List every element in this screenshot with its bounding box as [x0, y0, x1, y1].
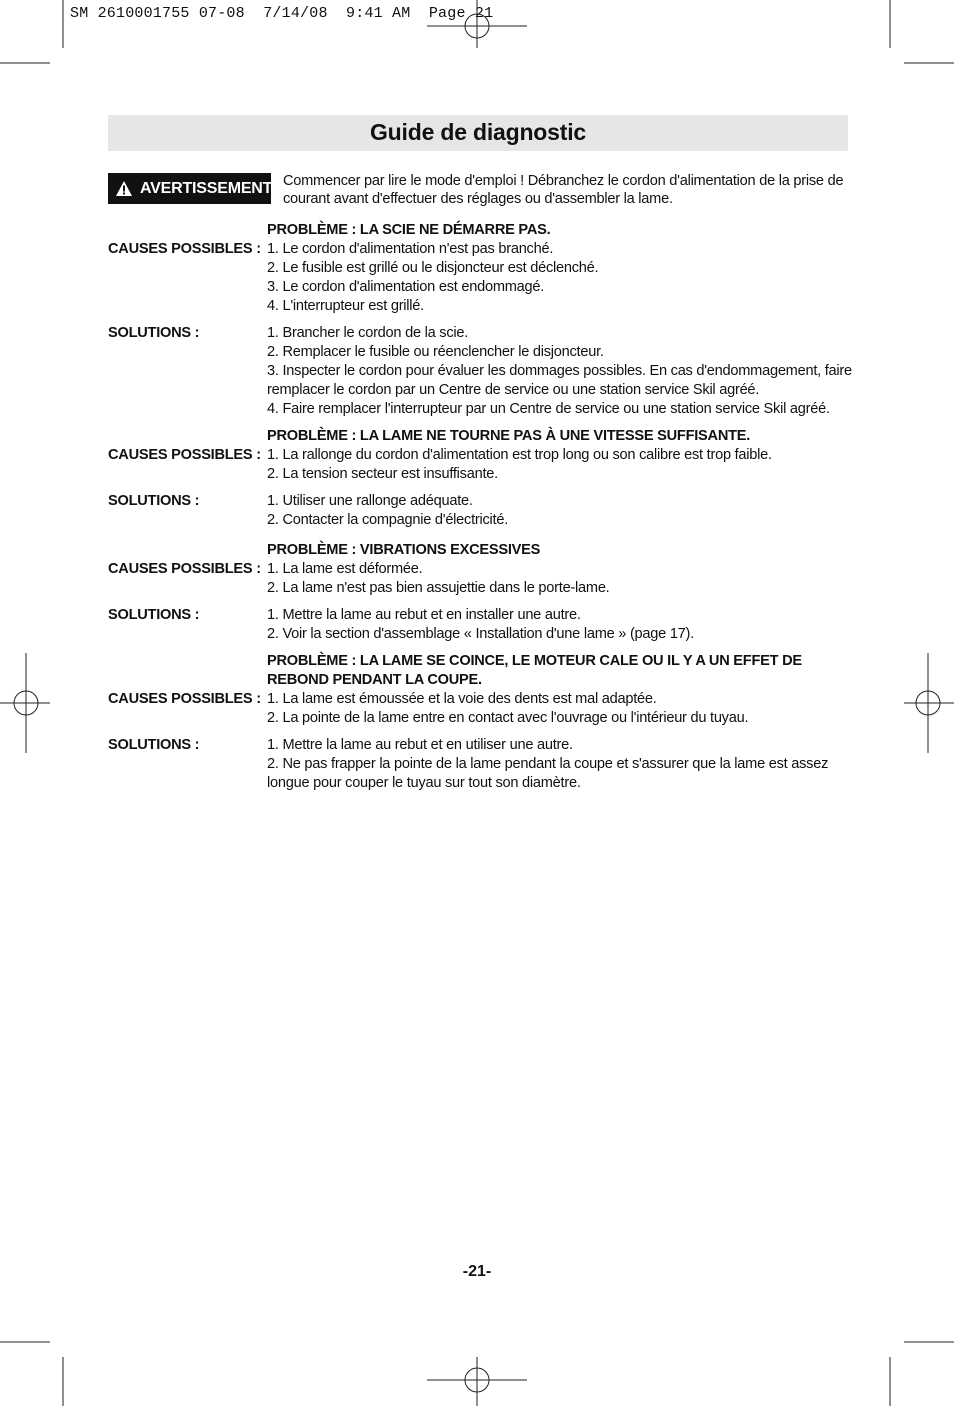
- list-item: 1. Mettre la lame au rebut et en installer une autre.: [267, 607, 581, 623]
- list-item: 3. Inspecter le cordon pour évaluer les dommages possibles. En cas d'endommagement, faire remplacer le cordon par un Centre de service ou une station service Skil agréé.: [267, 363, 852, 398]
- problem-block: [108, 541, 854, 644]
- solutions-list: [267, 492, 854, 530]
- page-title: Guide de diagnostic: [369, 119, 586, 145]
- causes-list: [267, 690, 854, 728]
- print-job-header: SM 2610001755 07-08 7/14/08 9:41 AM Page 21: [70, 5, 494, 22]
- list-item: 2. La tension secteur est insuffisante.: [267, 466, 498, 482]
- warning-badge: [108, 173, 271, 204]
- causes-list: [267, 560, 854, 598]
- list-item: 1. La lame est émoussée et la voie des dents est mal adaptée.: [267, 691, 657, 707]
- causes-label: CAUSES POSSIBLES :: [108, 241, 261, 257]
- solutions-row: [108, 606, 854, 644]
- solutions-label: SOLUTIONS :: [108, 325, 200, 341]
- causes-row: [108, 560, 854, 598]
- problem-block: [108, 221, 854, 419]
- registration-mark-top: [427, 0, 527, 48]
- list-item: 2. Contacter la compagnie d'électricité.: [267, 512, 509, 528]
- list-item: 1. Mettre la lame au rebut et en utiliser une autre.: [267, 737, 573, 753]
- solutions-label: SOLUTIONS :: [108, 607, 200, 623]
- list-item: 2. Voir la section d'assemblage « Installation d'une lame » (page 17).: [267, 626, 694, 642]
- list-item: 2. Remplacer le fusible ou réenclencher le disjoncteur.: [267, 344, 604, 360]
- solutions-list: [267, 736, 854, 793]
- warning-label: AVERTISSEMENT: [140, 179, 273, 197]
- solutions-label: SOLUTIONS :: [108, 493, 200, 509]
- list-item: 2. Le fusible est grillé ou le disjoncteur est déclenché.: [267, 260, 599, 276]
- solutions-row: [108, 736, 854, 793]
- list-item: 1. Le cordon d'alimentation n'est pas branché.: [267, 241, 554, 257]
- problem-title: PROBLÈME : LA LAME SE COINCE, LE MOTEUR CALE OU IL Y A UN EFFET DE REBOND PENDANT LA COUPE.: [267, 653, 802, 688]
- solutions-list: [267, 606, 854, 644]
- problem-title: PROBLÈME : LA SCIE NE DÉMARRE PAS.: [267, 222, 551, 238]
- causes-label: CAUSES POSSIBLES :: [108, 561, 261, 577]
- list-item: 1. Utiliser une rallonge adéquate.: [267, 493, 473, 509]
- list-item: 1. La rallonge du cordon d'alimentation est trop long ou son calibre est trop faible.: [267, 447, 772, 463]
- causes-row: [108, 240, 854, 316]
- list-item: 1. Brancher le cordon de la scie.: [267, 325, 469, 341]
- solutions-row: [108, 492, 854, 530]
- registration-mark-right: [904, 653, 954, 753]
- problem-title: PROBLÈME : VIBRATIONS EXCESSIVES: [267, 542, 541, 558]
- list-item: 2. La lame n'est pas bien assujettie dans le porte-lame.: [267, 580, 610, 596]
- problem-title: PROBLÈME : LA LAME NE TOURNE PAS À UNE VITESSE SUFFISANTE.: [267, 428, 751, 444]
- causes-label: CAUSES POSSIBLES :: [108, 691, 261, 707]
- problem-block: [108, 427, 854, 530]
- warning-text: Commencer par lire le mode d'emploi ! Débranchez le cordon d'alimentation de la prise de courant avant d'effectuer des réglages ou d'assembler la lame.: [283, 173, 844, 207]
- causes-list: [267, 240, 854, 316]
- registration-mark-left: [0, 653, 50, 753]
- solutions-list: [267, 324, 854, 419]
- page-number: -21-: [462, 1263, 492, 1280]
- problem-block: [108, 652, 854, 793]
- list-item: 4. L'interrupteur est grillé.: [267, 298, 424, 314]
- troubleshooting-table: [108, 221, 854, 801]
- title-bar: [108, 115, 848, 151]
- causes-row: [108, 446, 854, 484]
- list-item: 3. Le cordon d'alimentation est endommagé.: [267, 279, 545, 295]
- list-item: 1. La lame est déformée.: [267, 561, 423, 577]
- solutions-row: [108, 324, 854, 419]
- warning-triangle-icon: [116, 181, 132, 196]
- causes-label: CAUSES POSSIBLES :: [108, 447, 261, 463]
- list-item: 4. Faire remplacer l'interrupteur par un Centre de service ou une station service Skil agréé.: [267, 401, 830, 417]
- list-item: 2. Ne pas frapper la pointe de la lame pendant la coupe et s'assurer que la lame est assez longue pour couper le tuyau sur tout son diamètre.: [267, 756, 829, 791]
- causes-list: [267, 446, 854, 484]
- registration-mark-bottom: [427, 1357, 527, 1406]
- list-item: 2. La pointe de la lame entre en contact avec l'ouvrage ou l'intérieur du tuyau.: [267, 710, 749, 726]
- solutions-label: SOLUTIONS :: [108, 737, 200, 753]
- causes-row: [108, 690, 854, 728]
